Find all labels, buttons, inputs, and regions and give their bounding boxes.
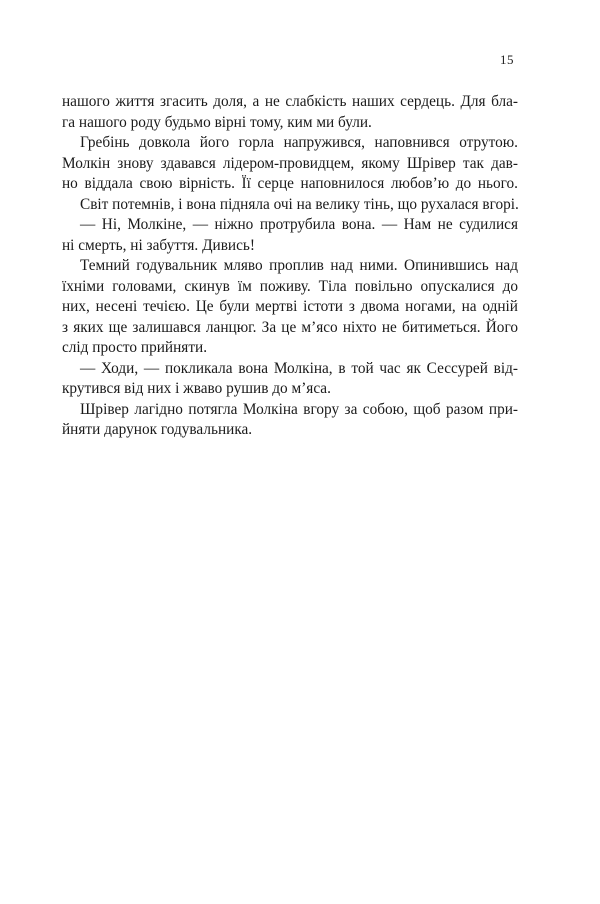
text-line: га нашого роду будьмо вірні тому, ким ми були.	[62, 113, 372, 131]
body-text	[62, 92, 518, 441]
text-line: — Ходи, — покликала вона Молкіна, в той час як Сессурей від-	[80, 359, 518, 377]
text-line: них, несені течією. Це були мертві істоти з двома ногами, на одній	[62, 298, 518, 315]
text-line: Світ потемнів, і вона підняла очі на велику тінь, що рухалася вгорі.	[80, 195, 519, 213]
text-line: но віддала свою вірність. Її серце наповнилося любов’ю до нього.	[62, 175, 518, 192]
text-line: слід просто прийняти.	[62, 339, 208, 356]
text-line: їхніми головами, скинув їм поживу. Тіла повільно опускалися до	[62, 277, 518, 295]
text-line: йняти дарунок годувальника.	[62, 421, 253, 438]
text-line: крутився від них і жваво рушив до м’яса.	[62, 380, 331, 397]
page-number: 15	[500, 52, 514, 67]
text-line: — Ні, Молкіне, — ніжно протрубила вона. — Нам не судилися	[80, 216, 518, 233]
text-line: Темний годувальник мляво проплив над ними. Опинившись над	[80, 257, 518, 274]
text-line: нашого життя згасить доля, а не слабкість наших сердець. Для бла-	[62, 93, 518, 110]
text-line: ні смерть, ні забуття. Дивись!	[62, 236, 255, 254]
text-line: Шрівер лагідно потягла Молкіна вгору за собою, щоб разом при-	[80, 400, 518, 418]
text-line: з яких ще залишався ланцюг. За це м’ясо ніхто не битиметься. Його	[62, 318, 518, 336]
text-line: Молкін знову здавався лідером-провидцем, якому Шрівер так дав-	[62, 154, 518, 172]
text-line: Гребінь довкола його горла напружився, наповнився отрутою.	[80, 134, 518, 151]
